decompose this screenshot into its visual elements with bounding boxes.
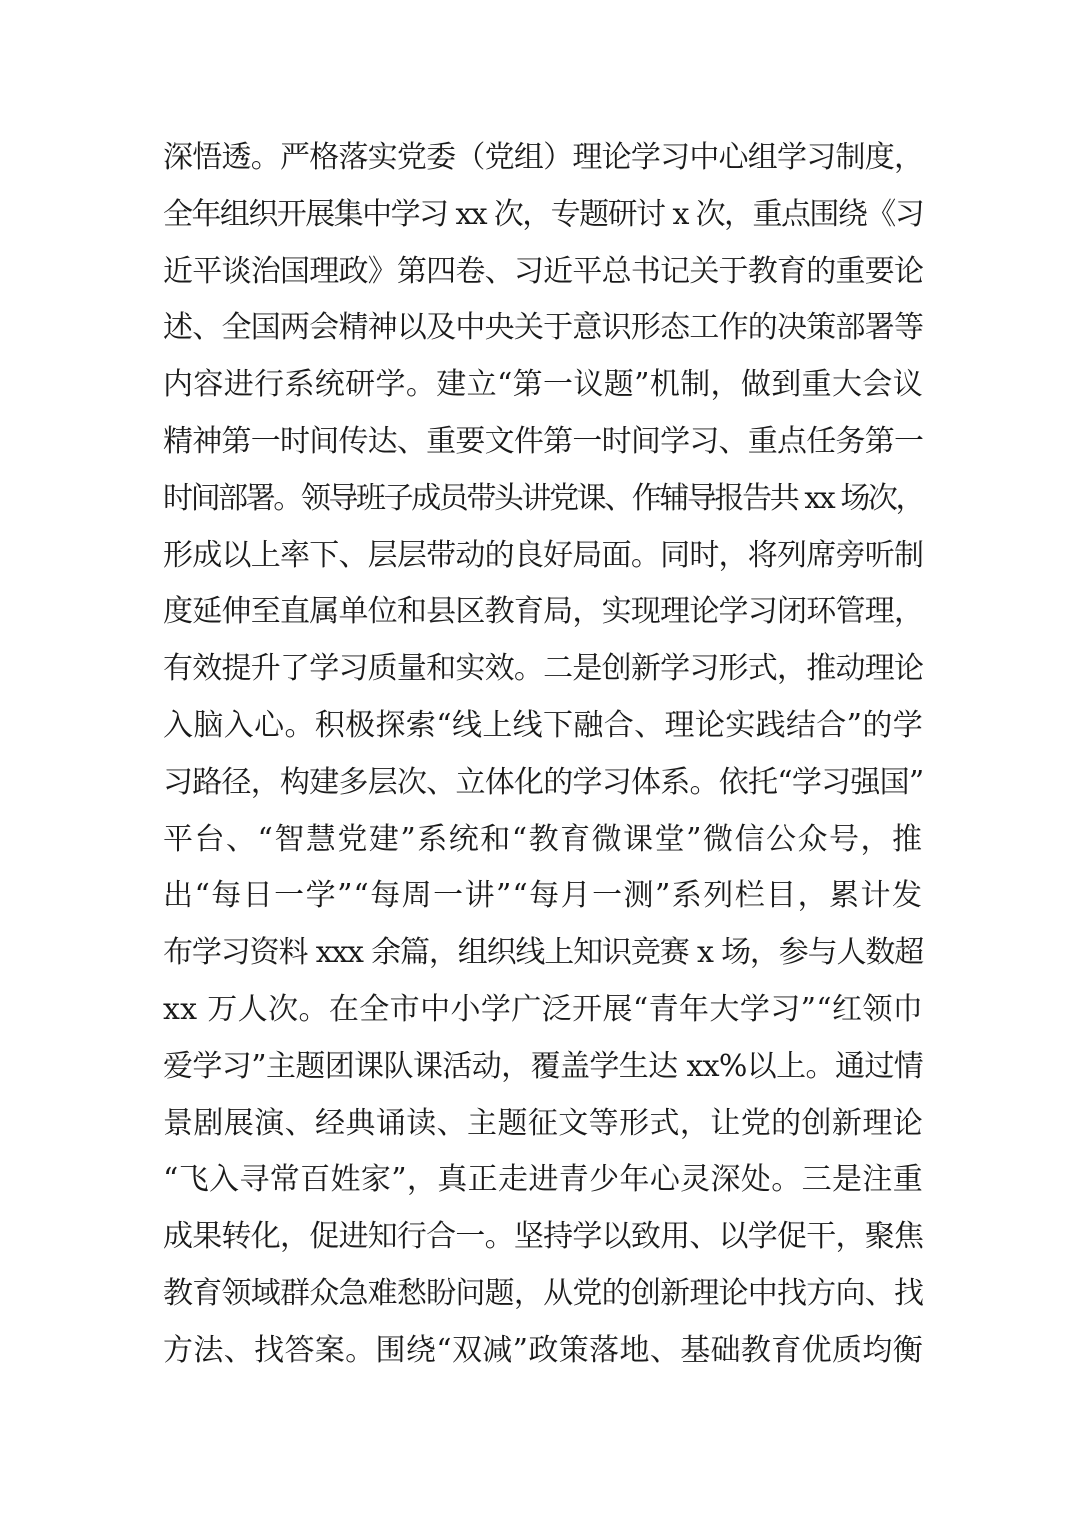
text-line: “飞入寻常百姓家”，真正走进青少年心灵深处。三是注重 (163, 1162, 923, 1198)
text-line: 述、全国两会精神以及中央关于意识形态工作的决策部署等 (163, 310, 923, 346)
text-line: 习路径，构建多层次、立体化的学习体系。依托“学习强国” (163, 764, 924, 800)
text-line: 布学习资料 xxx 余篇，组织线上知识竞赛 x 场，参与人数超 (163, 935, 923, 971)
text-line: 爱学习”主题团课队课活动，覆盖学生达 xx%以上。通过情 (163, 1048, 923, 1084)
text-line: 形成以上率下、层层带动的良好局面。同时，将列席旁听制 (163, 537, 923, 573)
text-line: 有效提升了学习质量和实效。二是创新学习形式，推动理论 (163, 651, 923, 687)
body-text (163, 130, 923, 1380)
text-line: 度延伸至直属单位和县区教育局，实现理论学习闭环管理， (163, 594, 923, 630)
text-line: 精神第一时间传达、重要文件第一时间学习、重点任务第一 (163, 423, 923, 459)
text-line: 平台、“智慧党建”系统和“教育微课堂”微信公众号，推 (163, 821, 923, 857)
text-line: 时间部署。领导班子成员带头讲党课、作辅导报告共 xx 场次， (163, 480, 923, 516)
text-line: 近平谈治国理政》第四卷、习近平总书记关于教育的重要论 (163, 253, 923, 289)
text-line: 全年组织开展集中学习 xx 次，专题研讨 x 次，重点围绕《习 (163, 196, 923, 232)
text-line: 入脑入心。积极探索“线上线下融合、理论实践结合”的学 (163, 707, 923, 743)
text-line: 景剧展演、经典诵读、主题征文等形式，让党的创新理论 (163, 1105, 923, 1141)
text-line: 出“每日一学”“每周一讲”“每月一测”系列栏目，累计发 (163, 878, 923, 914)
text-line: 方法、找答案。围绕“双减”政策落地、基础教育优质均衡 (163, 1332, 923, 1368)
text-line: 内容进行系统研学。建立“第一议题”机制，做到重大会议 (163, 367, 923, 403)
text-line: 教育领域群众急难愁盼问题，从党的创新理论中找方向、找 (163, 1275, 923, 1311)
text-line: 成果转化，促进知行合一。坚持学以致用、以学促干，聚焦 (163, 1219, 923, 1255)
text-line: xx 万人次。在全市中小学广泛开展“青年大学习”“红领巾 (163, 991, 923, 1027)
text-line: 深悟透。严格落实党委（党组）理论学习中心组学习制度， (163, 140, 923, 175)
